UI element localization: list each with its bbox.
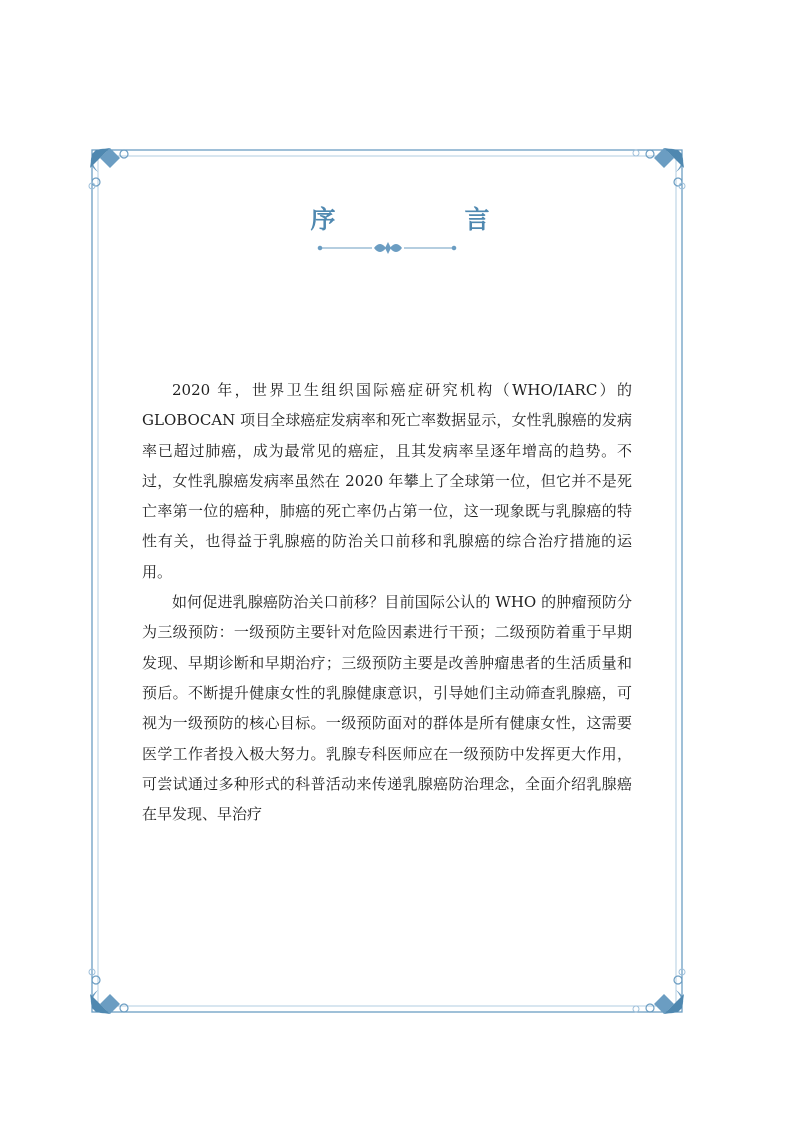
- paragraph-2: 如何促进乳腺癌防治关口前移？目前国际公认的 WHO 的肿瘤预防分为三级预防：一级预防主要针对危险因素进行干预；二级预防着重于早期发现、早期诊断和早期治疗；三级预防主要是改善肿瘤患者的生活质量和预后。不断提升健康女性的乳腺健康意识，引导她们主动筛查乳腺癌，可视为一级预防的核心目标。一级预防面对的群体是所有健康女性，这需要医学工作者投入极大努力。乳腺专科医师应在一级预防中发挥更大作用，可尝试通过多种形式的科普活动来传递乳腺癌防治理念，全面介绍乳腺癌在早发现、早治疗: [142, 593, 632, 824]
- page-title: 序 言: [310, 205, 542, 234]
- corner-ornament-bottom-left: [90, 976, 128, 1014]
- corner-ornament-bottom-right: [646, 976, 684, 1014]
- corner-ornament-top-left: [90, 148, 128, 186]
- corner-ornament-top-right: [646, 148, 684, 186]
- title-divider-ornament: [318, 242, 456, 254]
- paragraph-1: 2020 年，世界卫生组织国际癌症研究机构（WHO/IARC）的 GLOBOCAN 项目全球癌症发病率和死亡率数据显示，女性乳腺癌的发病率已超过肺癌，成为最常见的癌症，且其发病率呈逐年增高的趋势。不过，女性乳腺癌发病率虽然在 2020 年攀上了全球第一位，但它并不是死亡率第一位的癌种，肺癌的死亡率仍占第一位，这一现象既与乳腺癌的特性有关，也得益于乳腺癌的防治关口前移和乳腺癌的综合治疗措施的运用。: [142, 381, 632, 581]
- preface-body: [142, 375, 632, 829]
